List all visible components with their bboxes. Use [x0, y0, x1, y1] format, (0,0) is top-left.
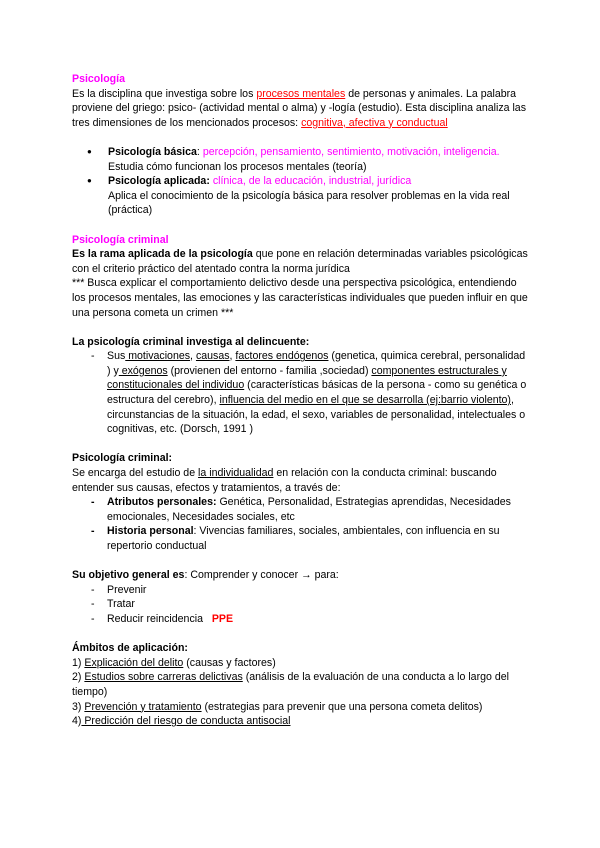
- branches-list: [72, 145, 528, 218]
- heading-ambitos: Ámbitos de aplicación:: [72, 642, 188, 655]
- ambito-item-3: 3) Prevención y tratamiento (estrategias para prevenir que una persona cometa delitos): [72, 700, 483, 713]
- paragraph-objetivo: Su objetivo general es: Comprender y conocer → para:: [72, 569, 339, 582]
- atributos-list: [72, 495, 528, 553]
- heading-psicologia-criminal-2: Psicología criminal:: [72, 452, 173, 465]
- investiga-list: [72, 349, 528, 437]
- paragraph-individualidad: Se encarga del estudio de la individualidad en relación con la conducta criminal: buscando entender sus causas, efectos y tratamientos, a través de:: [72, 467, 497, 494]
- highlight-dimensiones: cognitiva, afectiva y conductual: [301, 116, 448, 129]
- list-item-psicologia-aplicada: ● Psicología aplicada: clínica, de la educación, industrial, jurídica Aplica el conocimiento de la psicología básica para resolver problemas en la vida real (práctica): [72, 174, 528, 218]
- ambito-item-2: 2) Estudios sobre carreras delictivas (análisis de la evaluación de una conducta a lo largo del tiempo): [72, 671, 509, 698]
- list-item-reducir: - Reducir reincidencia PPE: [72, 612, 528, 627]
- heading-psicologia: Psicología: [72, 73, 125, 85]
- list-item-atributos: - Atributos personales: Genética, Personalidad, Estrategias aprendidas, Necesidades emocionales, Necesidades sociales, etc: [72, 495, 528, 524]
- ppe-label: PPE: [211, 612, 234, 625]
- paragraph-psicologia-definition: Es la disciplina que investiga sobre los procesos mentales de personas y animales. La palabra proviene del griego: psico- (actividad mental o alma) y -logía (estudio). Esta disciplina analiza las tres dimensiones de los mencionados procesos: cognitiva, afectiva y conductual: [72, 87, 526, 129]
- list-item-historia: - Historia personal: Vivencias familiares, sociales, ambientales, con influencia en su repertorio conductual: [72, 524, 528, 553]
- ambito-item-1: 1) Explicación del delito (causas y factores): [72, 656, 276, 669]
- list-item-prevenir: - Prevenir: [72, 583, 528, 598]
- heading-psicologia-criminal: Psicología criminal: [72, 233, 169, 246]
- list-item-factores: - Sus motivaciones, causas, factores endógenos (genetica, quimica cerebral, personalidad ) y exógenos (provienen del entorno - familia ,sociedad) componentes estructurales y constitucionales del individuo (características básicas de la persona - como su genética o estructura del cerebro), influencia del medio en el que se desarrolla (ej:barrio violento), circunstancias de la situación, la edad, el sexo, variables de personalidad, intelectuales o cognitivas, etc. (Dorsch, 1991 ): [72, 349, 528, 437]
- heading-investiga-delincuente: La psicología criminal investiga al delincuente:: [72, 335, 310, 348]
- document-page: [72, 72, 528, 729]
- list-item-psicologia-basica: ● Psicología básica: percepción, pensamiento, sentimiento, motivación, inteligencia. Estudia cómo funcionan los procesos mentales (teoría): [72, 145, 528, 174]
- objetivo-list: [72, 583, 528, 627]
- list-item-tratar: - Tratar: [72, 597, 528, 612]
- paragraph-criminal-note: *** Busca explicar el comportamiento delictivo desde una perspectiva psicológica, entendiendo los procesos mentales, las emociones y las características individuales que pueden influir en que una persona cometa un crimen ***: [72, 277, 528, 319]
- ambito-item-4: 4) Predicción del riesgo de conducta antisocial: [72, 715, 291, 728]
- highlight-procesos-mentales: procesos mentales: [256, 87, 346, 100]
- paragraph-criminal-definition: Es la rama aplicada de la psicología que pone en relación determinadas variables psicológicas con el criterio práctico del atentado contra la norma jurídica: [72, 248, 528, 275]
